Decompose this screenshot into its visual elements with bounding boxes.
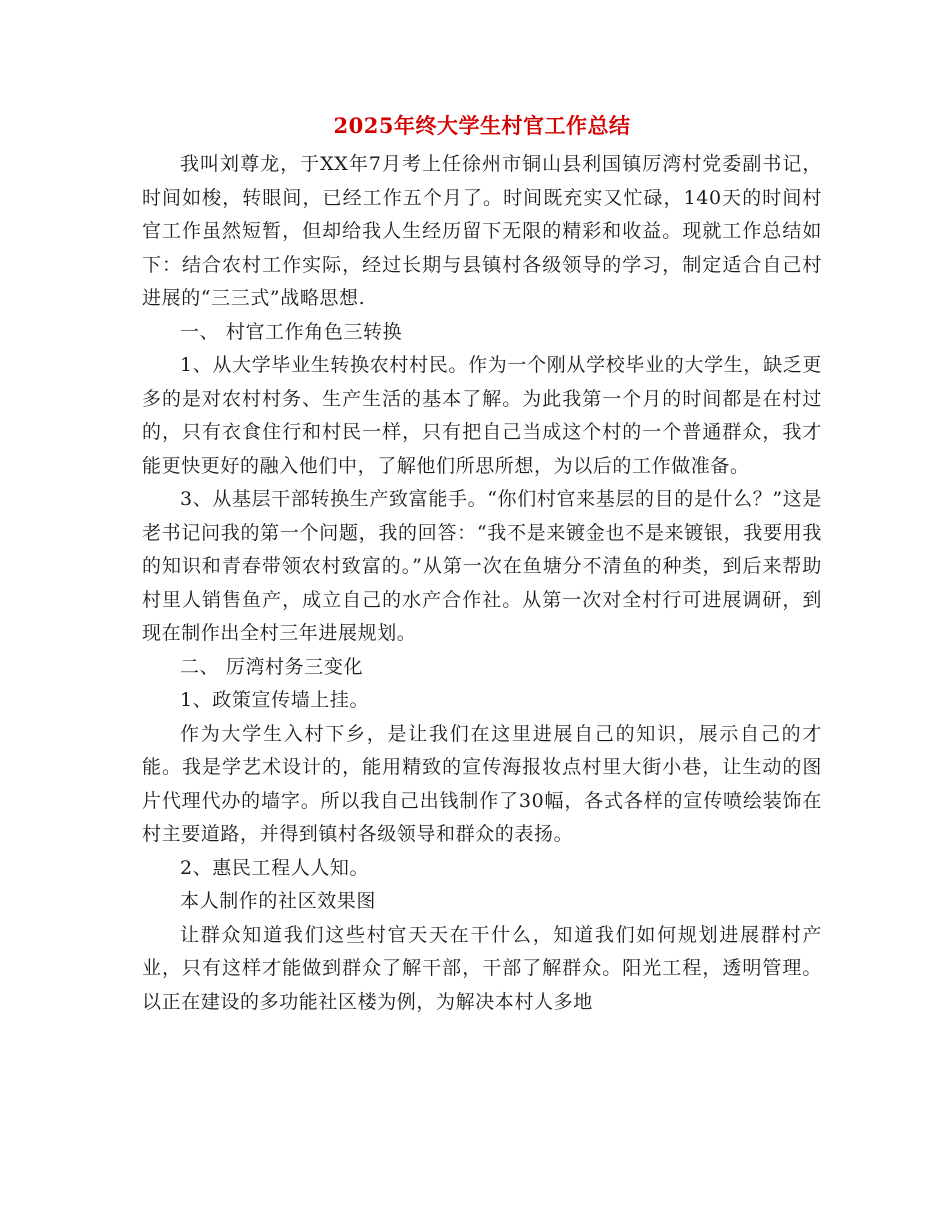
paragraph-1-3: 3、从基层干部转换生产致富能手。“你们村官来基层的目的是什么？”这是老书记问我的第一个问题，我的回答：“我不是来镀金也不是来镀银，我要用我的知识和青春带领农村致富的。”从第一次在鱼塘分不清鱼的种类，到后来帮助村里人销售鱼产，成立自己的水产合作社。从第一次对全村行可进展调研，到现在制作出全村三年进展规划。 (142, 488, 822, 644)
paragraph-1-1: 1、从大学毕业生转换农村村民。作为一个刚从学校毕业的大学生，缺乏更多的是对农村村务、生产生活的基本了解。为此我第一个月的时间都是在村过的，只有衣食住行和村民一样，只有把自己当成这个村的一个普通群众，我才能更快更好的融入他们中，了解他们所思所想，为以后的工作做准备。 (142, 354, 822, 477)
document-title: 2025年终大学生村官工作总结 (333, 113, 631, 138)
paragraph-2-2: 让群众知道我们这些村官天天在干什么，知道我们如何规划进展群村产业，只有这样才能做到群众了解干部，干部了解群众。阳光工程，透明管理。以正在建设的多功能社区楼为例，为解决本村人多地 (142, 923, 822, 1013)
intro-paragraph: 我叫刘尊龙，于XX年7月考上任徐州市铜山县利国镇厉湾村党委副书记，时间如梭，转眼间，已经工作五个月了。时间既充实又忙碌，140天的时间村官工作虽然短暂，但却给我人生经历留下无限的精彩和收益。现就工作总结如下：结合农村工作实际，经过长期与县镇村各级领导的学习，制定适合自己村进展的“三三式”战略思想. (142, 153, 822, 309)
subheading-2-1: 1、政策宣传墙上挂。 (180, 689, 370, 711)
image-caption: 本人制作的社区效果图 (180, 890, 377, 912)
section-heading-2: 二、 厉湾村务三变化 (180, 655, 364, 678)
section-heading-1: 一、 村官工作角色三转换 (180, 320, 403, 343)
subheading-2-2: 2、惠民工程人人知。 (180, 856, 370, 879)
document-page (142, 108, 822, 1019)
paragraph-2-1: 作为大学生入村下乡，是让我们在这里进展自己的知识，展示自己的才能。我是学艺术设计的，能用精致的宣传海报妆点村里大街小巷，让生动的图片代理代办的墙字。所以我自己出钱制作了30幅，各式各样的宣传喷绘装饰在村主要道路，并得到镇村各级领导和群众的表扬。 (142, 722, 822, 845)
